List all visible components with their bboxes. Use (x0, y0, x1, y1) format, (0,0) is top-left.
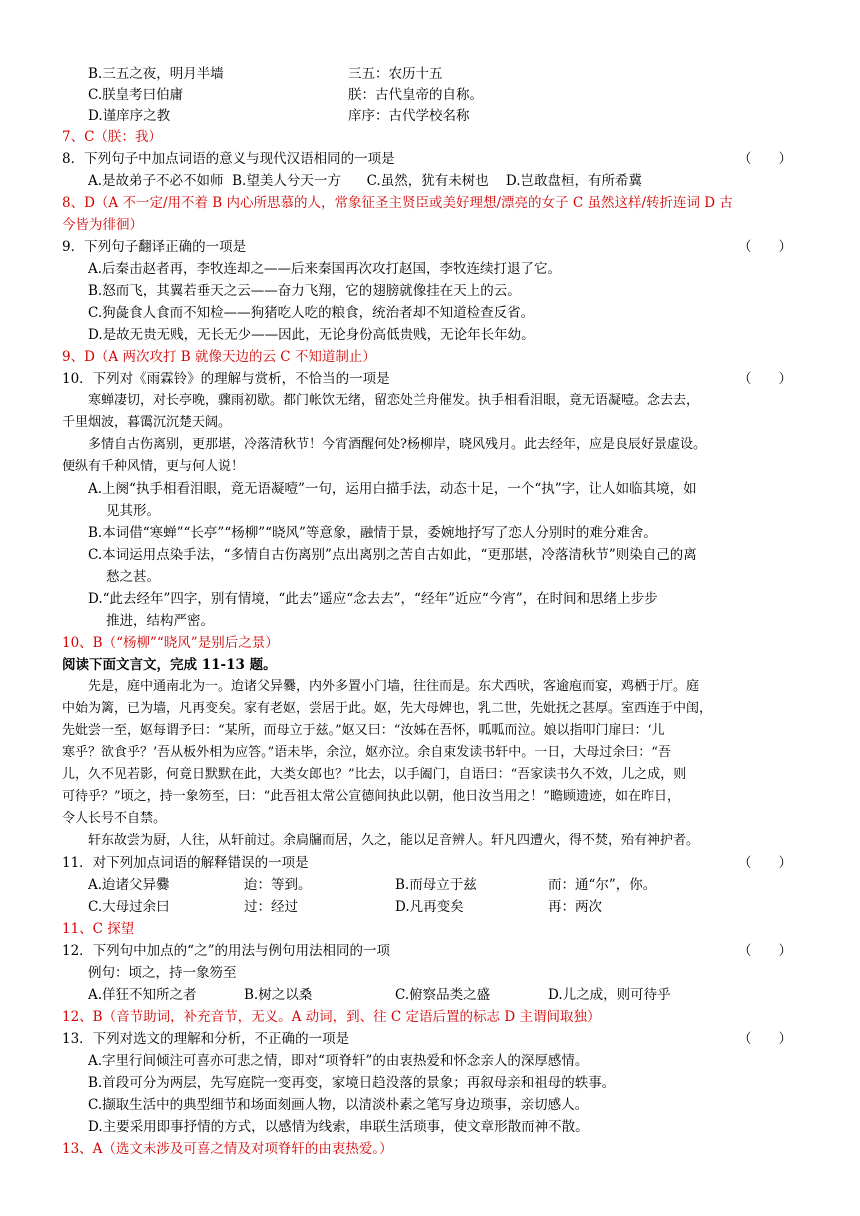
q10-option-d-line-1: D.“此去经年”四字，别有情境，“此去”遥应“念去去”，“经年”近应“今宵”，在时间和思绪上步步 (88, 591, 658, 607)
q12-example: 例句：顷之，持一象笏至 (88, 965, 237, 981)
q11-answer-paren: （ ） (738, 855, 792, 871)
q10-stem: 10．下列对《雨霖铃》的理解与赏析，不恰当的一项是 (62, 371, 390, 387)
q9-option-d: D.是故无贵无贱，无长无少——因此，无论身份高低贵贱，无论年长年幼。 (88, 327, 535, 343)
q12-option-a: A.佯狂不知所之者 (88, 987, 197, 1003)
q12-option-c: C.俯察品类之盛 (395, 987, 491, 1003)
q11-stem: 11．对下列加点词语的解释错误的一项是 (62, 855, 309, 871)
passage-line-5: 儿，久不见若影，何竟日默默在此，大类女郎也？”比去，以手阖门，自语曰：“吾家读书久不效，儿之成，则 (62, 767, 687, 782)
q9-option-c: C.狗彘食人食而不知检——狗猪吃人吃的粮食，统治者却不知道检查反省。 (88, 305, 535, 321)
poem-paragraph-1-line-1: 寒蝉凄切，对长亭晚，骤雨初歇。都门帐饮无绪，留恋处兰舟催发。执手相看泪眼，竟无语凝噎。念去去， (88, 393, 700, 408)
passage-line-6: 可待乎？”顷之，持一象笏至，曰：“此吾祖太常公宣德间执此以朝，他日汝当用之！”瞻顾遗迹，如在昨日， (62, 789, 680, 804)
q11-option-d: D.凡再变矣 (395, 899, 464, 915)
passage-line-7: 令人长号不自禁。 (62, 811, 167, 826)
q13-stem: 13．下列对选文的理解和分析，不正确的一项是 (62, 1031, 350, 1047)
q11-option-d-explanation: 再：两次 (548, 899, 602, 915)
q10-option-d-line-2: 推进，结构严密。 (106, 613, 214, 629)
q10-option-a-line-2: 见其形。 (106, 503, 160, 519)
q13-answer-paren: （ ） (738, 1031, 792, 1047)
passage-line-3: 先妣尝一至，妪每谓予曰：“某所，而母立于兹。”妪又曰：“汝姊在吾怀，呱呱而泣。娘以指叩门扉曰：‘儿 (62, 723, 665, 738)
q8-options: A.是故弟子不必不如师 B.望美人兮天一方 C.虽然，犹有未树也 D.岂敢盘桓，有所希冀 (88, 173, 643, 189)
answer-8-line-1: 8、D（A 不一定/用不着 B 内心所思慕的人，常象征圣主贤臣或美好理想/漂亮的女子 C 虽然这样/转折连词 D 古 (62, 195, 733, 211)
q13-option-a: A.字里行间倾注可喜亦可悲之情，即对“项脊轩”的由衷热爱和怀念亲人的深厚感情。 (88, 1053, 589, 1069)
q11-option-a-explanation: 迨：等到。 (244, 877, 312, 893)
answer-11: 11、C 探望 (62, 921, 135, 937)
q10-option-c-line-1: C.本词运用点染手法，“多情自古伤离别”点出离别之苦自古如此，“更那堪，冷落清秋节”则染自己的离 (88, 547, 697, 563)
q6-option-d: D.谨庠序之教 (88, 108, 171, 124)
q6-option-b-explanation: 三五：农历十五 (348, 66, 443, 82)
q9-stem: 9．下列句子翻译正确的一项是 (62, 239, 247, 255)
q12-stem: 12．下列句中加点的“之”的用法与例句用法相同的一项 (62, 943, 390, 959)
q10-option-b: B.本词借“寒蝉”“长亭”“杨柳”“晓风”等意象，融情于景，委婉地抒写了恋人分别时的难分难舍。 (88, 525, 657, 541)
answer-13: 13、A（选文未涉及可喜之情及对项脊轩的由衷热爱。） (62, 1141, 393, 1157)
q11-option-a: A.迨诸父异爨 (88, 877, 170, 893)
q11-option-b-explanation: 而：通“尔”，你。 (548, 877, 657, 893)
poem-paragraph-2-line-1: 多情自古伤离别，更那堪，冷落清秋节！今宵酒醒何处?杨柳岸，晓风残月。此去经年，应是良辰好景虚设。 (88, 437, 706, 452)
q13-option-b: B.首段可分为两层，先写庭院一变再变，家境日趋没落的景象；再叙母亲和祖母的轶事。 (88, 1075, 616, 1091)
q10-answer-paren: （ ） (738, 371, 792, 387)
answer-8-line-2: 今皆为徘徊） (62, 217, 143, 233)
q8-stem: 8．下列句子中加点词语的意义与现代汉语相同的一项是 (62, 151, 395, 167)
q11-option-b: B.而母立于兹 (395, 877, 477, 893)
answer-12: 12、B（音节助词，补充音节，无义。A 动词，到、往 C 定语后置的标志 D 主谓间取独） (62, 1009, 601, 1025)
passage-line-8: 轩东故尝为厨，人往，从轩前过。余扃牖而居，久之，能以足音辨人。轩凡四遭火，得不焚，殆有神护者。 (88, 833, 700, 848)
passage-line-1: 先是，庭中通南北为一。迨诸父异爨，内外多置小门墙，往往而是。东犬西吠，客逾庖而宴，鸡栖于厅。庭 (88, 679, 700, 694)
poem-paragraph-1-line-2: 千里烟波，暮霭沉沉楚天阔。 (62, 415, 232, 430)
q6-option-c-explanation: 朕：古代皇帝的自称。 (348, 87, 483, 103)
q11-option-c-explanation: 过：经过 (244, 899, 298, 915)
answer-7: 7、C（朕：我） (62, 129, 162, 145)
q6-option-d-explanation: 庠序：古代学校名称 (348, 108, 470, 124)
q10-option-c-line-2: 愁之甚。 (106, 569, 160, 585)
answer-10: 10、B（“杨柳”“晓风”是别后之景） (62, 635, 279, 651)
q13-option-d: D.主要采用即事抒情的方式，以感情为线索，串联生活琐事，使文章形散而神不散。 (88, 1119, 589, 1135)
q10-option-a-line-1: A.上阕“执手相看泪眼，竟无语凝噎”一句，运用白描手法，动态十足，一个“执”字，让人如临其境，如 (88, 481, 697, 497)
passage-line-2: 中始为篱，已为墙，凡再变矣。家有老妪，尝居于此。妪，先大母婢也，乳二世，先妣抚之甚厚。室西连于中闺， (62, 701, 713, 716)
passage-line-4: 寒乎？欲食乎？’吾从板外相为应答。”语未毕，余泣，妪亦泣。余自束发读书轩中。一日，大母过余曰：“吾 (62, 745, 671, 760)
reading-heading: 阅读下面文言文，完成 11-13 题。 (62, 657, 277, 673)
q12-option-d: D.儿之成，则可待乎 (548, 987, 671, 1003)
q13-option-c: C.撷取生活中的典型细节和场面刻画人物，以清淡朴素之笔写身边琐事，亲切感人。 (88, 1097, 589, 1113)
q9-option-b: B.怒而飞，其翼若垂天之云——奋力飞翔，它的翅膀就像挂在天上的云。 (88, 283, 521, 299)
q8-answer-paren: （ ） (738, 151, 792, 167)
poem-paragraph-2-line-2: 便纵有千种风情，更与何人说！ (62, 459, 245, 474)
q6-option-b: B.三五之夜，明月半墙 (88, 66, 224, 82)
answer-9: 9、D（A 两次攻打 B 就像天边的云 C 不知道制止） (62, 349, 376, 365)
q12-option-b: B.树之以桑 (244, 987, 313, 1003)
q9-option-a: A.后秦击赵者再，李牧连却之——后来秦国再次攻打赵国，李牧连续打退了它。 (88, 261, 562, 277)
q9-answer-paren: （ ） (738, 239, 792, 255)
q12-answer-paren: （ ） (738, 943, 792, 959)
q6-option-c: C.朕皇考曰伯庸 (88, 87, 184, 103)
q11-option-c: C.大母过余曰 (88, 899, 170, 915)
